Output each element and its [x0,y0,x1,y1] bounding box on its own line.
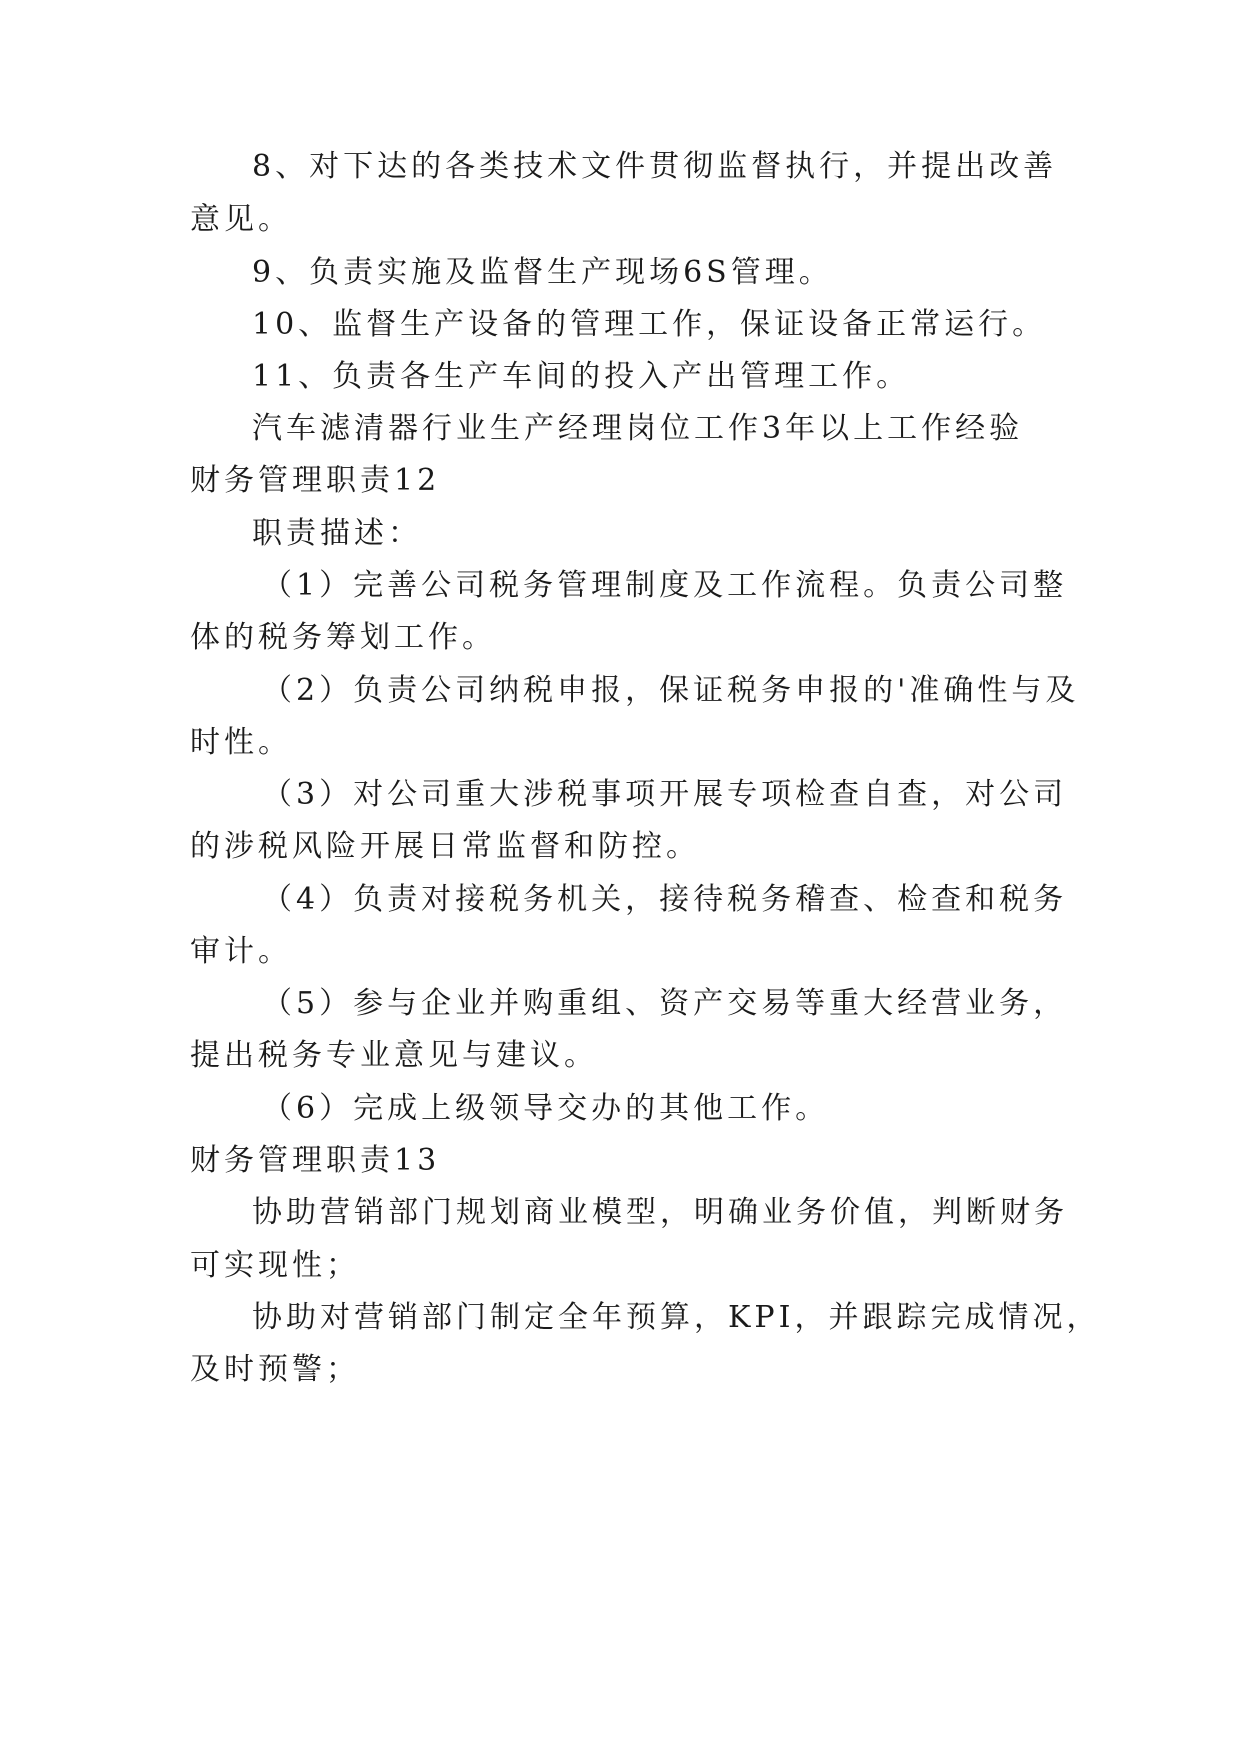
text-line: （1）完善公司税务管理制度及工作流程。负责公司整 [262,568,1068,603]
text-line: 协助营销部门规划商业模型，明确业务价值，判断财务 [252,1195,1068,1230]
text-line: 体的税务筹划工作。 [190,620,496,655]
text-line: 审计。 [190,934,292,969]
text-line: （6）完成上级领导交办的其他工作。 [262,1091,830,1126]
text-line: 可实现性； [190,1248,360,1283]
text-line: （5）参与企业并购重组、资产交易等重大经营业务， [262,986,1068,1021]
text-line: 提出税务专业意见与建议。 [190,1038,598,1073]
text-line: （3）对公司重大涉税事项开展专项检查自查，对公司 [262,777,1068,812]
section-heading: 财务管理职责13 [190,1143,441,1178]
text-line: 时性。 [190,725,292,760]
text-line: 9、负责实施及监督生产现场6S管理。 [252,255,833,290]
text-line: 10、监督生产设备的管理工作，保证设备正常运行。 [252,307,1047,342]
section-heading: 财务管理职责12 [190,463,441,498]
text-line: 意见。 [190,202,292,237]
text-line: 8、对下达的各类技术文件贯彻监督执行，并提出改善 [252,149,1058,184]
text-line: （4）负责对接税务机关，接待税务稽查、检查和税务 [262,882,1068,917]
text-line: 11、负责各生产车间的投入产出管理工作。 [252,359,911,394]
text-line: 及时预警； [190,1352,360,1387]
text-line: 汽车滤清器行业生产经理岗位工作3年以上工作经验 [252,411,1024,446]
text-line: 协助对营销部门制定全年预算，KPI，并跟踪完成情况， [252,1300,1101,1335]
text-line: 职责描述： [252,516,422,551]
text-line: （2）负责公司纳税申报，保证税务申报的'准确性与及 [262,673,1080,708]
text-line: 的涉税风险开展日常监督和防控。 [190,829,700,864]
